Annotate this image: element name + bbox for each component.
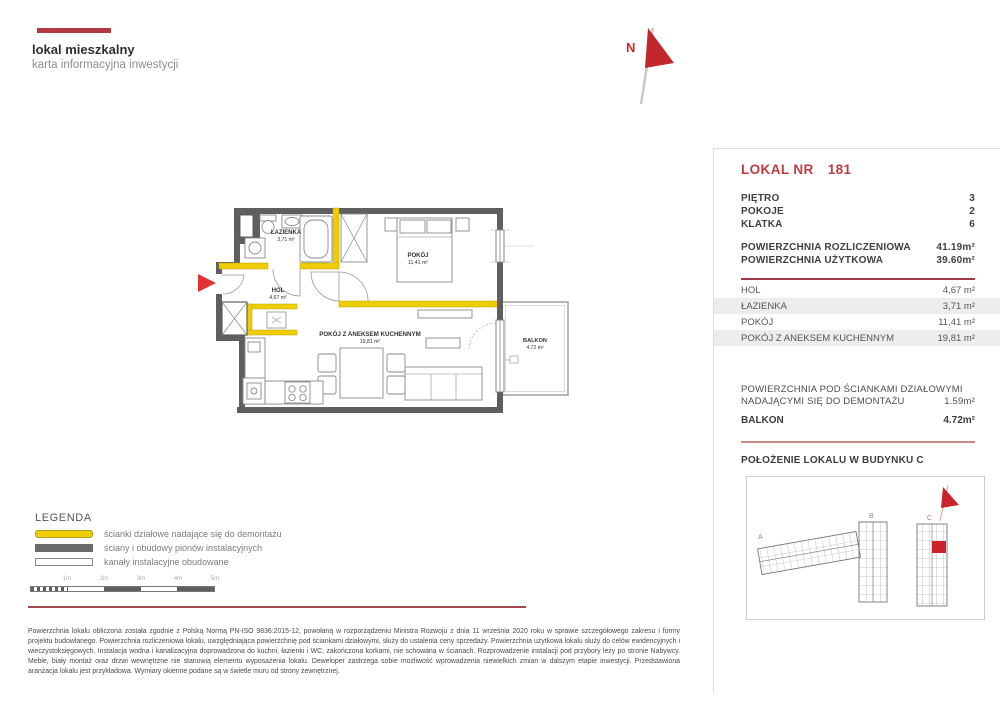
attr-label: KLATKA (741, 219, 783, 230)
label-balkon: BALKON (523, 338, 547, 344)
scale-segment (104, 587, 141, 591)
partition-note-line1: POWIERZCHNIA POD ŚCIANKAMI DZIAŁOWYMI (741, 384, 963, 395)
rooms-table (714, 282, 1000, 346)
bedroom-furniture (341, 214, 469, 282)
brand-subtitle: karta informacyjna inwestycji (32, 59, 179, 71)
label-hol: HOL (271, 288, 285, 294)
room-name: ŁAZIENKA (741, 300, 787, 312)
building-location-map (746, 476, 985, 620)
door-swings (222, 269, 368, 301)
label-salon-area: 19,81 m² (359, 339, 381, 345)
room-area: 3,71 m² (942, 300, 975, 312)
kitchen-furniture (243, 338, 323, 404)
scale-segment (31, 587, 68, 591)
room-area: 19,81 m² (937, 332, 975, 344)
attr-label: PIĘTRO (741, 193, 780, 204)
area-label: POWIERZCHNIA ROZLICZENIOWA (741, 242, 911, 253)
scale-segment (141, 587, 178, 591)
balcony-label: BALKON (741, 415, 784, 426)
unit-title (741, 162, 975, 177)
scale-bar (30, 576, 220, 592)
legend-swatch-yellow (35, 530, 93, 538)
info-panel (713, 148, 1000, 693)
scale-segment (177, 587, 214, 591)
legend-label: ścianki działowe nadające się do demontażu (104, 528, 282, 539)
site-map (747, 477, 984, 619)
legend-item-ducts (35, 557, 335, 566)
legend-swatch-outline (35, 558, 93, 566)
location-title: POŁOŻENIE LOKALU W BUDYNKU C (741, 455, 924, 466)
building-a-label: A (758, 534, 763, 541)
attr-row-pietro (741, 192, 975, 205)
area-row-rozliczeniowa (741, 241, 975, 254)
legend-swatch-dark (35, 544, 93, 552)
legend-item-partition (35, 529, 335, 538)
attr-row-klatka (741, 218, 975, 231)
brand-block (32, 28, 252, 71)
scale-bar-segments (30, 586, 215, 592)
table-row (714, 282, 1000, 298)
area-label: POWIERZCHNIA UŻYTKOWA (741, 255, 884, 266)
north-label: N (626, 40, 636, 55)
north-arrow-icon (612, 16, 684, 116)
attr-value: 3 (969, 193, 975, 204)
partition-note-line2-row (741, 396, 975, 408)
legend-label: kanały instalacyjne obudowane (104, 556, 229, 567)
scale-label: 5m (210, 576, 220, 582)
entrance-arrow-icon (198, 274, 216, 292)
floor-plan (190, 180, 590, 445)
livingroom-furniture (318, 310, 482, 400)
building-c-label: C (927, 515, 933, 522)
mini-north-arrow-icon (940, 485, 959, 521)
building-a (758, 532, 861, 575)
area-value: 39.60m² (936, 255, 975, 266)
brand-accent-bar (37, 28, 111, 33)
balcony-value: 4.72m² (943, 415, 975, 426)
disclaimer-text: Powierzchnia lokalu obliczona została zgodnie z Polską Normą PN-ISO 9836:2015-12, powołaną w rozporządzeniu Ministra Rozwoju z dnia 11 września 2020 roku w sprawie szczegółowego zakresu i formy projektu budowlanego. Powierzchnia rozliczeniowa lokalu, uwzględniająca powierzchnię pod ściankami działowymi, służy do ustalenia ceny sprzedaży. Powierzchnia użytkowa lokalu służy do celów ewidencyjnych i wieczystoksięgowych. Instalacja wodna i kanalizacyjna doprowadzona do kuchni, łazienki i WC, zakończona korkami, nie schowana w ścianach. Rozprowadzenie instalacji pod przybory leży po stronie Nabywcy. Meble, biały montaż oraz drzwi wewnętrzne nie stanowią elementu wyposażenia lokalu. Deweloper zastrzega sobie możliwość wprowadzenia niewielkich zmian w dalszym etapie inwestycji. Przedstawiona aranżacja lokalu jest przykładowa. Wymiary okienne podane są w świetle muru od strony zewnętrznej. (28, 628, 680, 675)
attr-value: 6 (969, 219, 975, 230)
legend-label: ściany i obudowy pionów instalacyjnych (104, 542, 263, 553)
partition-note (741, 384, 975, 408)
legend-title: LEGENDA (35, 512, 92, 524)
separator-dark-red (741, 278, 975, 280)
label-hol-area: 4,67 m² (269, 295, 287, 301)
room-name: HOL (741, 284, 761, 296)
label-pokoj: POKÓJ (407, 253, 429, 259)
building-c (917, 524, 947, 606)
attr-row-pokoje (741, 205, 975, 218)
label-lazienka: ŁAZIENKA (270, 230, 302, 236)
label-balkon-area: 4,72 m² (526, 345, 544, 351)
separator-light-red (741, 441, 975, 443)
unit-areas (741, 241, 975, 267)
room-name: POKÓJ Z ANEKSEM KUCHENNYM (741, 332, 895, 344)
scale-labels (30, 576, 220, 584)
building-b (859, 522, 887, 602)
table-row (714, 330, 1000, 346)
duct-shaft-bathroom (240, 215, 253, 237)
brand-title: lokal mieszkalny (32, 42, 135, 57)
label-salon: POKÓJ Z ANEKSEM KUCHENNYM (319, 331, 421, 338)
unit-title-label: LOKAL NR (741, 162, 814, 177)
hall-wardrobe (222, 302, 247, 335)
unit-number: 181 (827, 162, 852, 177)
area-value: 41.19m² (936, 242, 975, 253)
scale-label: 1m (62, 576, 72, 582)
balcony-row (741, 415, 975, 426)
partition-note-line2: NADAJĄCYMI SIĘ DO DEMONTAŻU (741, 396, 905, 407)
scale-label: 4m (173, 576, 183, 582)
footer-divider (28, 606, 526, 608)
attr-label: POKOJE (741, 206, 784, 217)
scale-label: 2m (99, 576, 109, 582)
room-area: 11,41 m² (938, 316, 975, 328)
table-row (714, 314, 1000, 330)
label-pokoj-area: 11,41 m² (407, 260, 429, 266)
unit-location-marker (932, 541, 946, 553)
scale-segment (68, 587, 105, 591)
window-bedroom (490, 230, 534, 262)
legend-item-structural (35, 543, 335, 552)
scale-label: 3m (136, 576, 146, 582)
building-b-label: B (869, 513, 874, 520)
hall-closet (267, 312, 286, 328)
partition-value: 1.59m² (944, 396, 975, 407)
unit-attributes (741, 192, 975, 231)
table-row (714, 298, 1000, 314)
room-name: POKÓJ (741, 316, 774, 328)
attr-value: 2 (969, 206, 975, 217)
area-row-uzytkowa (741, 254, 975, 267)
room-area: 4,67 m² (942, 284, 975, 296)
legend (35, 512, 335, 566)
label-lazienka-area: 3,71 m² (277, 237, 295, 243)
